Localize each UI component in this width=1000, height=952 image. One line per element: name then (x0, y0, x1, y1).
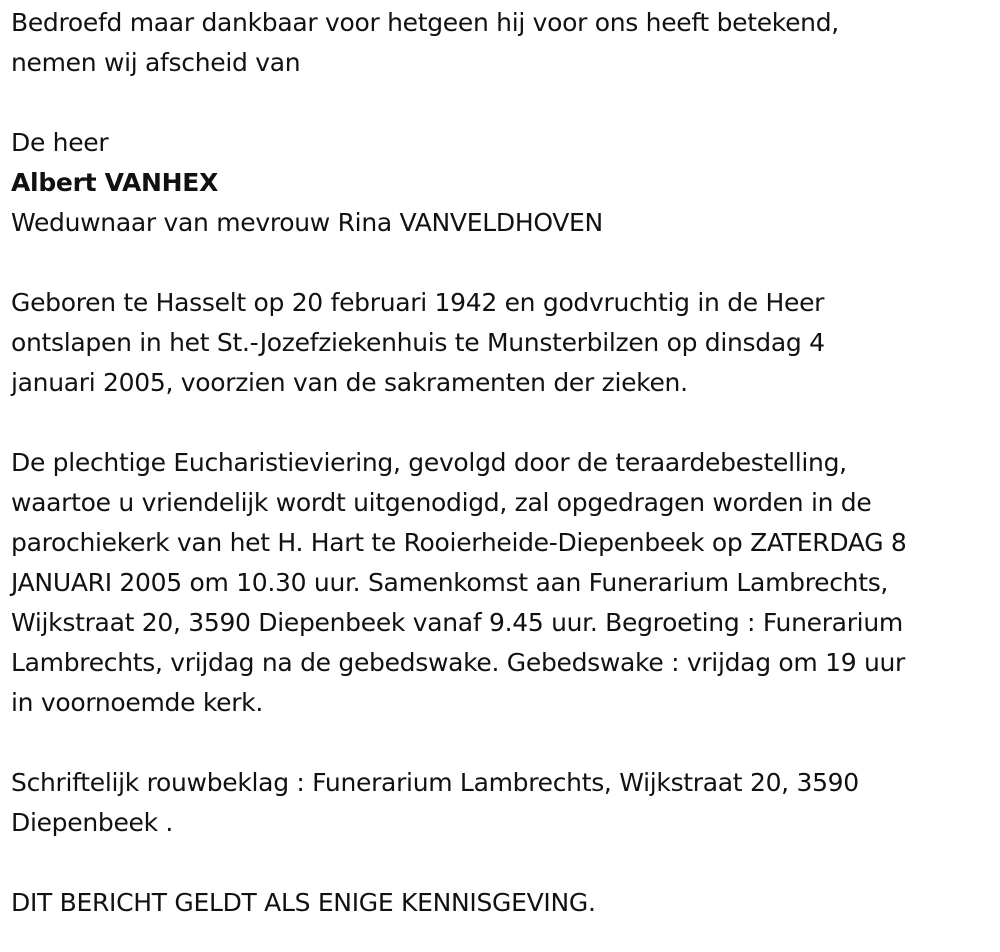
intro-line: nemen wij afscheid van (11, 48, 301, 77)
text-line: in voornoemde kerk. (11, 688, 264, 717)
condolences-paragraph (11, 763, 990, 843)
notice-line: DIT BERICHT GELDT ALS ENIGE KENNISGEVING. (11, 888, 596, 917)
notice-paragraph (11, 883, 990, 923)
intro-line: Bedroefd maar dankbaar voor hetgeen hij voor ons heeft betekend, (11, 8, 839, 37)
honorific: De heer (11, 128, 109, 157)
text-line: januari 2005, voorzien van de sakramenten der zieken. (11, 368, 688, 397)
person-block (11, 123, 990, 243)
text-line: parochiekerk van het H. Hart te Rooierheide-Diepenbeek op ZATERDAG 8 (11, 528, 907, 557)
text-line: waartoe u vriendelijk wordt uitgenodigd, zal opgedragen worden in de (11, 488, 872, 517)
text-line: Schriftelijk rouwbeklag : Funerarium Lambrechts, Wijkstraat 20, 3590 (11, 768, 859, 797)
text-line: Wijkstraat 20, 3590 Diepenbeek vanaf 9.45 uur. Begroeting : Funerarium (11, 608, 903, 637)
text-line: JANUARI 2005 om 10.30 uur. Samenkomst aan Funerarium Lambrechts, (11, 568, 889, 597)
deceased-name: Albert VANHEX (11, 168, 219, 197)
relation-line: Weduwnaar van mevrouw Rina VANVELDHOVEN (11, 208, 603, 237)
intro-paragraph (11, 3, 990, 83)
text-line: ontslapen in het St.-Jozefziekenhuis te Munsterbilzen op dinsdag 4 (11, 328, 825, 357)
text-line: Geboren te Hasselt op 20 februari 1942 en godvruchtig in de Heer (11, 288, 825, 317)
ceremony-paragraph (11, 443, 990, 723)
text-line: Diepenbeek . (11, 808, 174, 837)
text-line: Lambrechts, vrijdag na de gebedswake. Gebedswake : vrijdag om 19 uur (11, 648, 906, 677)
birth-death-paragraph (11, 283, 990, 403)
text-line: De plechtige Eucharistieviering, gevolgd door de teraardebestelling, (11, 448, 847, 477)
